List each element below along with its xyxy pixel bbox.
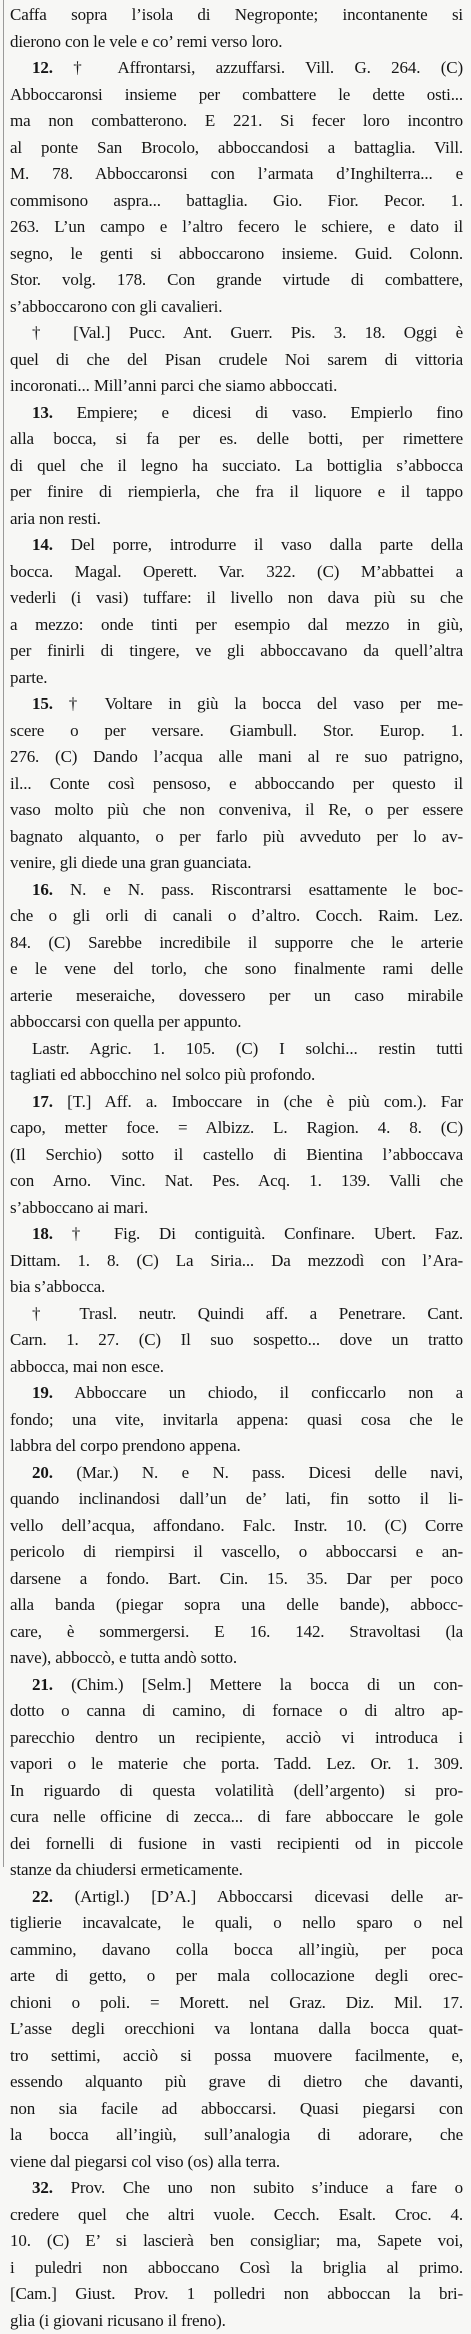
text-line (10, 1407, 463, 1434)
line-text: capo, metter foce. = Albizz. L. Ragion. 4. 8. (C) (10, 1118, 463, 1137)
text-line (10, 29, 463, 56)
line-text: dierono con le vele e co’ remi verso loro. (10, 32, 282, 51)
line-text: (Mar.) N. e N. pass. Dicesi delle navi, (76, 1463, 463, 1482)
line-text: 263. L’un campo e l’altro fecero le schiere, e dato il (10, 217, 463, 236)
line-text: tagliati ed abbocchino nel solco più profondo. (10, 1065, 315, 1084)
line-text: venire, gli diede una gran guanciata. (10, 853, 251, 872)
line-text: essendo alquanto più grave di dietro che davanti, (10, 2072, 463, 2091)
text-line (10, 161, 463, 188)
line-text: bocca. Magal. Operett. Var. 322. (C) M’abbattei a (10, 562, 463, 581)
text-line (10, 1460, 463, 1487)
sense-number: 16. (32, 880, 53, 899)
text-line (10, 983, 463, 1010)
text-line (10, 1990, 463, 2017)
text-line (10, 824, 463, 851)
line-text: Prov. Che uno non subito s’induce a fare o (71, 2178, 463, 2197)
text-line (10, 2308, 463, 2334)
text-line (10, 718, 463, 745)
line-text: commisono aspra... battaglia. Gio. Fior. Pecor. 1. (10, 191, 463, 210)
line-text: aria non resti. (10, 509, 101, 528)
sense-number: 15. (32, 694, 53, 713)
text-line (10, 1672, 463, 1699)
text-line (10, 2202, 463, 2229)
line-text: a mezzo: onde tinti per esempio dal mezzo in giù, (10, 615, 463, 634)
line-text: M. 78. Abboccaronsi con l’armata d’Inghilterra... e (10, 164, 463, 183)
line-text: per finirli di tingere, ve gli abboccavano da quell’altra (10, 641, 463, 660)
line-text: Caffa sopra l’isola di Negroponte; incontanente si (10, 5, 463, 24)
sense-number: 14. (32, 535, 53, 554)
line-text: parecchio dentro un recipiente, acciò vi introduca i (10, 1728, 463, 1747)
text-line (10, 426, 463, 453)
line-text: (Il Serchio) sotto il castello di Bientina l’abboccava (10, 1145, 463, 1164)
text-line (10, 241, 463, 268)
text-line (10, 1115, 463, 1142)
line-text: nave), abboccò, e tutta andò sotto. (10, 1648, 237, 1667)
text-line (10, 1301, 463, 1328)
line-text: abbocca, mai non esce. (10, 1357, 164, 1376)
text-line (10, 1619, 463, 1646)
text-line (10, 2175, 463, 2202)
line-text: labbra del corpo prendono appena. (10, 1436, 241, 1455)
line-text: (Artigl.) [D’A.] Abboccarsi dicevasi delle ar- (75, 1887, 463, 1906)
dictionary-entry-column (10, 0, 463, 2334)
line-text: Stor. volg. 178. Con grande virtude di combattere, (10, 270, 463, 289)
text-line (10, 2122, 463, 2149)
line-text: glia (i giovani ricusano il freno). (10, 2311, 226, 2330)
line-text: arte di getto, o per mala collocazione degli orec- (10, 1966, 463, 1985)
line-text: vederli (i vasi) tuffare: il livello non dava più su che (10, 588, 463, 607)
sense-number: 17. (32, 1092, 53, 1111)
line-text: con Arno. Vinc. Nat. Pes. Acq. 1. 139. Valli che (10, 1171, 463, 1190)
text-line (10, 2228, 463, 2255)
line-text: scere o per versare. Giambull. Stor. Europ. 1. (10, 721, 463, 740)
text-line (10, 665, 463, 692)
text-line (10, 294, 463, 321)
text-line (10, 2255, 463, 2282)
line-text: il... Conte così pensoso, e abboccando per questo il (10, 774, 463, 793)
line-text: dei fornelli di fusione in vasti recipienti od in piccole (10, 1834, 463, 1853)
line-text: arterie meseraiche, dovessero per un caso mirabile (10, 986, 463, 1005)
text-line (10, 1274, 463, 1301)
line-text: tiglierie incavalcate, le quali, o nello sparo o nel (10, 1913, 463, 1932)
left-margin-rule (3, 0, 4, 1867)
text-line (10, 1513, 463, 1540)
text-line (10, 2016, 463, 2043)
text-line (10, 1937, 463, 1964)
line-text: † Fig. Di contiguità. Confinare. Ubert. Faz. (72, 1224, 463, 1243)
text-line (10, 930, 463, 957)
text-line (10, 1036, 463, 1063)
text-line (10, 1433, 463, 1460)
line-text: quando inclinandosi dall’un de’ lati, fin sotto il li- (10, 1489, 463, 1508)
line-text: In riguardo di questa volatilità (dell’argento) si pro- (10, 1781, 463, 1800)
line-text: stanze da chiudersi ermeticamente. (10, 1860, 243, 1879)
line-text: chioni o poli. = Morett. nel Graz. Diz. Mil. 17. (10, 1993, 463, 2012)
text-line (10, 1566, 463, 1593)
text-line (10, 267, 463, 294)
line-text: credere quel che altri vuole. Cecch. Esalt. Croc. 4. (10, 2205, 463, 2224)
text-line (10, 82, 463, 109)
text-line (10, 585, 463, 612)
text-line (10, 1354, 463, 1381)
line-text: cammino, davano colla bocca all’ingiù, per poca (10, 1940, 463, 1959)
line-text: L’asse degli orecchioni va lontana dalla bocca quat- (10, 2019, 463, 2038)
text-line (10, 1592, 463, 1619)
text-line (10, 612, 463, 639)
line-text: Dittam. 1. 8. (C) La Siria... Da mezzodì con l’Ara- (10, 1251, 463, 1270)
text-line (10, 400, 463, 427)
line-text: alla banda (piegar sopra una delle bande), abbocc- (10, 1595, 463, 1614)
text-line (10, 1486, 463, 1513)
line-text: † Affrontarsi, azzuffarsi. Vill. G. 264. (C) (73, 58, 463, 77)
text-line (10, 1857, 463, 1884)
text-line (10, 850, 463, 877)
text-line (10, 1539, 463, 1566)
text-line (10, 1089, 463, 1116)
line-text: † Voltare in giù la bocca del vaso per me- (69, 694, 463, 713)
line-text: 84. (C) Sarebbe incredibile il supporre che le arterie (10, 933, 463, 952)
sense-number: 32. (32, 2178, 53, 2197)
line-text: Abboccare un chiodo, il conficcarlo non a (74, 1383, 463, 1402)
line-text: Empiere; e dicesi di vaso. Empierlo fino (77, 403, 463, 422)
line-text: non sia facile ad abboccarsi. Quasi piegarsi con (10, 2099, 463, 2118)
text-line (10, 532, 463, 559)
text-line (10, 691, 463, 718)
text-line (10, 1963, 463, 1990)
sense-number: 12. (32, 58, 53, 77)
text-line (10, 903, 463, 930)
line-text: parte. (10, 668, 47, 687)
text-line (10, 55, 463, 82)
line-text: † [Val.] Pucc. Ant. Guerr. Pis. 3. 18. Oggi è (32, 323, 463, 342)
line-text: segno, le genti si abboccarono insieme. Guid. Colonn. (10, 244, 463, 263)
line-text: quel di che del Pisan crudele Noi sarem di vittoria (10, 350, 463, 369)
line-text: 10. (C) E’ si lascierà ben consigliar; ma, Sapete voi, (10, 2231, 463, 2250)
line-text: bia s’abbocca. (10, 1277, 105, 1296)
text-line (10, 1725, 463, 1752)
text-line (10, 877, 463, 904)
line-text: i puledri non abboccano Così la briglia al primo. (10, 2258, 463, 2277)
line-text: tro settimi, acciò si possa muovere facilmente, e, (10, 2046, 463, 2065)
line-text: dotto o canna di camino, di fornace o di altro ap- (10, 1701, 463, 1720)
text-line (10, 1778, 463, 1805)
text-line (10, 1248, 463, 1275)
line-text: di quel che il legno ha succiato. La bottiglia s’abbocca (10, 456, 463, 475)
sense-number: 21. (32, 1675, 53, 1694)
sense-number: 22. (32, 1887, 53, 1906)
line-text: cura nelle officine di zecca... di fare abboccare le gole (10, 1807, 463, 1826)
text-line (10, 1751, 463, 1778)
line-text: che o gli orli di canali o d’altro. Cocch. Raim. Lez. (10, 906, 463, 925)
text-line (10, 638, 463, 665)
text-line (10, 2043, 463, 2070)
line-text: abboccarsi con quella per appunto. (10, 1012, 241, 1031)
text-line (10, 1168, 463, 1195)
line-text: alla bocca, si fa per es. delle botti, per rimettere (10, 429, 463, 448)
text-line (10, 559, 463, 586)
text-line (10, 956, 463, 983)
text-line (10, 771, 463, 798)
text-line (10, 347, 463, 374)
sense-number: 19. (32, 1383, 53, 1402)
line-text: [Cam.] Giust. Prov. 1 polledri non abboccan la bri- (10, 2284, 463, 2303)
text-line (10, 744, 463, 771)
text-line (10, 1910, 463, 1937)
text-line (10, 2069, 463, 2096)
text-line (10, 453, 463, 480)
line-text: la bocca all’ingiù, sull’analogia di adorare, che (10, 2125, 463, 2144)
text-line (10, 1327, 463, 1354)
line-text: s’abboccarono con gli cavalieri. (10, 297, 222, 316)
sense-number: 13. (32, 403, 53, 422)
text-line (10, 797, 463, 824)
line-text: al ponte San Brocolo, abboccandosi a battaglia. Vill. (10, 138, 463, 157)
text-line (10, 1804, 463, 1831)
line-text: Del porre, introdurre il vaso dalla parte della (71, 535, 463, 554)
line-text: vaso molto più che non conveniva, il Re, o per essere (10, 800, 463, 819)
text-line (10, 214, 463, 241)
line-text: ma non combatterono. E 221. Si fecer loro incontro (10, 111, 463, 130)
text-line (10, 1831, 463, 1858)
text-line (10, 373, 463, 400)
text-line (10, 1645, 463, 1672)
text-line (10, 1009, 463, 1036)
line-text: 276. (C) Dando l’acqua alle mani al re suo patrigno, (10, 747, 463, 766)
text-line (10, 1884, 463, 1911)
line-text: Abboccaronsi insieme per combattere le dette osti... (10, 85, 463, 104)
text-line (10, 2, 463, 29)
text-line (10, 108, 463, 135)
line-text: Lastr. Agric. 1. 105. (C) I solchi... restin tutti (32, 1039, 463, 1058)
line-text: [T.] Aff. a. Imboccare in (che è più com.). Far (67, 1092, 463, 1111)
line-text: † Trasl. neutr. Quindi aff. a Penetrare. Cant. (32, 1304, 463, 1323)
sense-number: 20. (32, 1463, 53, 1482)
line-text: fondo; una vite, invitarla appena: quasi cosa che le (10, 1410, 463, 1429)
text-line (10, 188, 463, 215)
sense-number: 18. (32, 1224, 53, 1243)
line-text: bagnato alquanto, o per farlo più avveduto per lo av- (10, 827, 463, 846)
text-line (10, 1062, 463, 1089)
text-line (10, 1698, 463, 1725)
text-line (10, 479, 463, 506)
text-line (10, 2096, 463, 2123)
text-line (10, 506, 463, 533)
line-text: per finire di riempierla, che fra il liquore e il tappo (10, 482, 463, 501)
line-text: Carn. 1. 27. (C) Il suo sospetto... dove un tratto (10, 1330, 463, 1349)
line-text: darsene a fondo. Bart. Cin. 15. 35. Dar per poco (10, 1569, 463, 1588)
line-text: (Chim.) [Selm.] Mettere la bocca di un con- (71, 1675, 463, 1694)
text-line (10, 2281, 463, 2308)
text-line (10, 1221, 463, 1248)
text-line (10, 1380, 463, 1407)
line-text: vello dell’acqua, affondano. Falc. Instr. 10. (C) Corre (10, 1516, 463, 1535)
text-line (10, 2149, 463, 2176)
line-text: pericolo di riempirsi il vascello, o abboccarsi e an- (10, 1542, 463, 1561)
line-text: vapori o le materie che porta. Tadd. Lez. Or. 1. 309. (10, 1754, 463, 1773)
line-text: viene dal piegarsi col viso (os) alla terra. (10, 2152, 280, 2171)
line-text: incoronati... Mill’anni parci che siamo abboccati. (10, 376, 337, 395)
line-text: e le vene del torlo, che sono finalmente rami delle (10, 959, 463, 978)
text-line (10, 135, 463, 162)
text-line (10, 1142, 463, 1169)
line-text: s’abboccano ai mari. (10, 1198, 148, 1217)
text-line (10, 320, 463, 347)
text-line (10, 1195, 463, 1222)
line-text: N. e N. pass. Riscontrarsi esattamente le boc- (70, 880, 463, 899)
line-text: care, è sommergersi. E 16. 142. Stravoltasi (la (10, 1622, 463, 1641)
